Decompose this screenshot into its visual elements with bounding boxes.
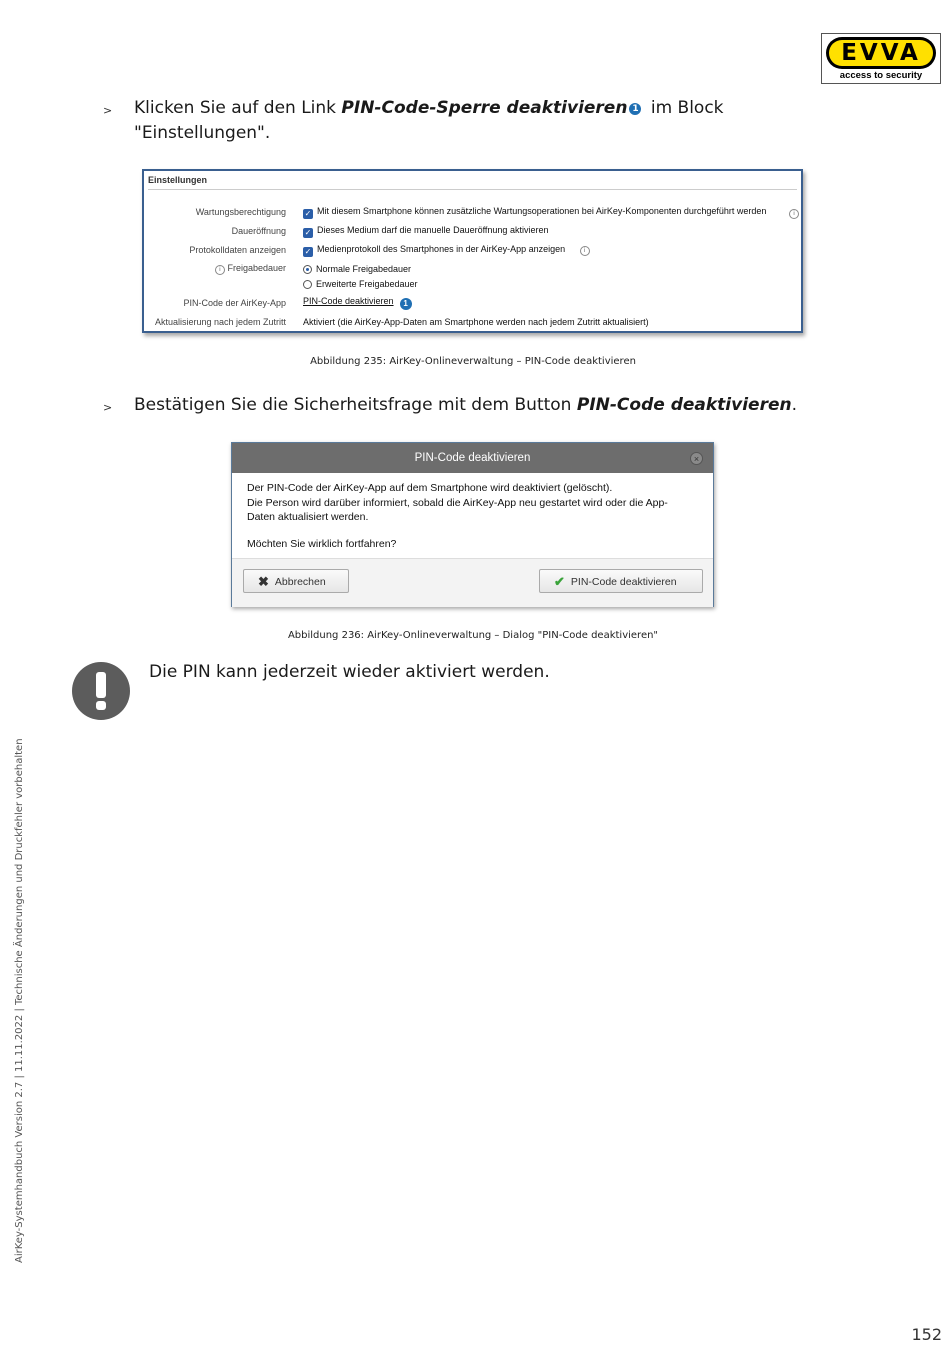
info-icon[interactable]: i	[580, 246, 590, 256]
exclamation-dot	[96, 701, 106, 710]
radio-unselected-icon[interactable]	[303, 280, 312, 289]
pin-code-dialog	[231, 442, 714, 607]
row-value-maintenance	[303, 206, 766, 219]
dialog-line-2: Die Person wird darüber informiert, sobald die AirKey-App neu gestartet wird oder die App-	[247, 497, 668, 509]
sidebar-footer-text: AirKey-Systemhandbuch Version 2.7 | 11.11.2022 | Technische Änderungen und Druckfehler vorbehalten	[14, 738, 25, 1263]
settings-header: Einstellungen	[148, 175, 208, 185]
dialog-title: PIN-Code deaktivieren	[232, 443, 713, 473]
logo-word: EVVA	[841, 40, 921, 66]
checkbox-checked-icon[interactable]: ✓	[304, 209, 312, 218]
step1-emphasis: PIN-Code-Sperre deaktivieren	[341, 98, 628, 118]
step2-bullet: >	[103, 401, 113, 414]
radio-normal[interactable]	[303, 264, 411, 274]
radio-extended-label: Erweiterte Freigabedauer	[316, 279, 418, 289]
logo-pill	[826, 37, 936, 69]
evva-logo	[821, 33, 941, 84]
step2-suffix: .	[791, 395, 797, 415]
row-label-protocol: Protokolldaten anzeigen	[189, 245, 286, 255]
dialog-question: Möchten Sie wirklich fortfahren?	[247, 538, 397, 550]
pin-code-deactivate-link[interactable]: PIN-Code deaktivieren	[303, 296, 394, 306]
step1-line2: "Einstellungen".	[134, 123, 271, 143]
protocol-text: Medienprotokoll des Smartphones in der AirKey-App anzeigen	[317, 244, 566, 254]
radio-extended[interactable]	[303, 279, 418, 289]
step1-bullet: >	[103, 104, 113, 117]
cancel-button[interactable]	[243, 569, 349, 593]
caption-figure-235: Abbildung 235: AirKey-Onlineverwaltung – PIN-Code deaktivieren	[310, 356, 636, 367]
dialog-line-3: Daten aktualisiert werden.	[247, 511, 369, 523]
row-value-permanent-open	[303, 225, 548, 238]
step2-text	[134, 393, 834, 418]
exclamation-icon	[72, 662, 130, 720]
maintenance-text: Mit diesem Smartphone können zusätzliche Wartungsoperationen bei AirKey-Komponenten durchgeführt werden	[317, 206, 767, 216]
dialog-line-1: Der PIN-Code der AirKey-App auf dem Smartphone wird deaktiviert (gelöscht).	[247, 482, 613, 494]
radio-normal-label: Normale Freigabedauer	[316, 264, 412, 274]
close-icon[interactable]: ×	[690, 452, 703, 465]
row-value-pin-code	[303, 296, 412, 310]
dialog-footer	[232, 558, 713, 607]
exclamation-bar	[96, 672, 106, 698]
note-text: Die PIN kann jederzeit wieder aktiviert werden.	[149, 662, 550, 682]
marker-1-icon: 1	[400, 298, 412, 310]
info-icon[interactable]: i	[789, 209, 799, 219]
settings-panel	[142, 169, 803, 333]
confirm-button-label: PIN-Code deaktivieren	[570, 576, 677, 588]
row-label-update: Aktualisierung nach jedem Zutritt	[154, 317, 286, 327]
row-label-maintenance: Wartungsberechtigung	[195, 207, 286, 217]
close-x-icon: ✖	[258, 574, 269, 589]
confirm-deactivate-button[interactable]	[539, 569, 703, 593]
release-duration-label: Freigabedauer	[227, 263, 286, 273]
step2-prefix: Bestätigen Sie die Sicherheitsfrage mit dem Button	[134, 395, 577, 415]
cancel-button-label: Abbrechen	[274, 576, 326, 588]
radio-selected-icon[interactable]	[303, 265, 312, 274]
row-label-release-duration	[215, 263, 286, 275]
row-label-permanent-open: Daueröffnung	[231, 226, 286, 236]
row-label-pin-code: PIN-Code der AirKey-App	[183, 298, 286, 308]
logo-tagline: access to security	[839, 70, 923, 81]
checkmark-icon: ✔	[554, 574, 565, 589]
checkbox-checked-icon[interactable]: ✓	[304, 228, 312, 237]
checkbox-checked-icon[interactable]: ✓	[304, 247, 312, 256]
row-value-update: Aktiviert (die AirKey-App-Daten am Smartphone werden nach jedem Zutritt aktualisiert)	[303, 317, 649, 327]
logo-pill-inner	[829, 40, 933, 66]
step2-emphasis: PIN-Code deaktivieren	[576, 395, 792, 415]
row-value-protocol	[303, 244, 590, 257]
step1-text	[134, 96, 814, 146]
step1-marker-icon: 1	[629, 103, 641, 115]
caption-figure-236: Abbildung 236: AirKey-Onlineverwaltung – Dialog "PIN-Code deaktivieren"	[287, 630, 659, 641]
step1-prefix: Klicken Sie auf den Link	[134, 98, 342, 118]
page-number: 152	[911, 1325, 942, 1344]
permanent-open-text: Dieses Medium darf die manuelle Daueröffnung aktivieren	[317, 225, 549, 235]
settings-divider	[148, 189, 797, 190]
step1-suffix: im Block	[645, 98, 724, 118]
info-icon[interactable]: i	[215, 265, 225, 275]
